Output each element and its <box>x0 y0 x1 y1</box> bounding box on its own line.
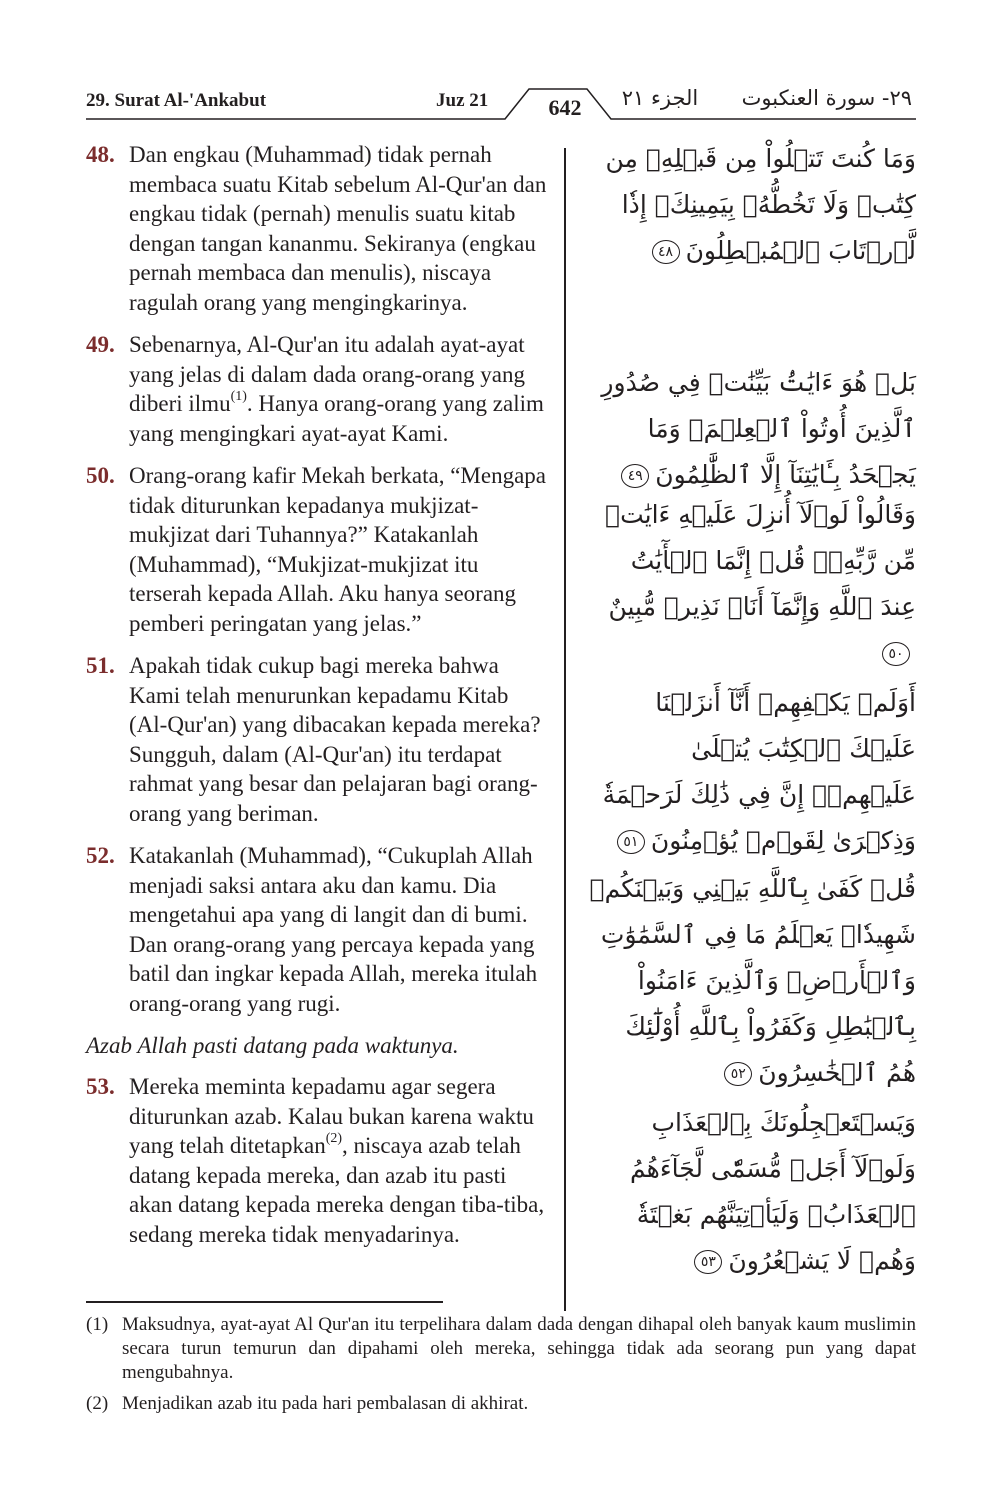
arabic-verse-51 <box>588 680 916 864</box>
footnote-2 <box>86 1392 916 1416</box>
footnotes <box>86 1313 916 1423</box>
arabic-text: أَوَلَمۡ يَكۡفِهِمۡ أَنَّآ أَنزَلۡنَا عَلَيۡكَ ٱلۡكِتَٰبَ يُتۡلَىٰ عَلَيۡهِمۡۚ إِنَّ فِي ذَٰلِكَ لَرَحۡمَةٗ وَذِكۡرَىٰ لِقَوۡمٖ يُؤۡمِنُونَ <box>602 688 916 855</box>
ayah-end-marker: ٥٠ <box>882 642 910 666</box>
header-surah-latin: 29. Surat Al-'Ankabut <box>86 90 267 111</box>
ayah-end-marker: ٤٨ <box>652 240 680 264</box>
footnote-mark: (1) <box>86 1314 109 1335</box>
arabic-text: وَقَالُواْ لَوۡلَآ أُنزِلَ عَلَيۡهِ ءَايَٰتٞ مِّن رَّبِّهِۦۖ قُلۡ إِنَّمَا ٱلۡأٓيَٰتُ عِندَ ٱللَّهِ وَإِنَّمَآ أَنَا۠ نَذِيرٞ مُّبِينٌ <box>605 500 916 621</box>
arabic-verse-52 <box>588 866 916 1096</box>
verse-text: Orang-orang kafir Mekah berkata, “Mengapa tidak diturunkan kepadanya mukjizat-mukjizat dari Tuhannya?” Katakanlah (Muhammad), “Mukjizat-mukjizat itu terserah kepada Allah. Aku hanya seorang pemberi peringatan yang jelas.” <box>129 463 546 636</box>
verse-number: 53. <box>86 1074 115 1099</box>
header-surah-arabic: ٢٩- سورة العنكبوت <box>741 86 912 110</box>
verse-number: 51. <box>86 653 115 678</box>
verse-number: 50. <box>86 463 115 488</box>
verse-text-continued: . Hanya orang-orang yang zalim yang mengingkari ayat-ayat Kami. <box>129 391 544 446</box>
verse-text-continued: , niscaya azab telah datang kepada mereka, dan azab itu pasti akan datang kepada mereka dengan tiba-tiba, sedang mereka tidak menyadarinya. <box>129 1133 545 1247</box>
arabic-text: بَلۡ هُوَ ءَايَٰتُۢ بَيِّنَٰتٞ فِي صُدُورِ ٱلَّذِينَ أُوتُواْ ٱلۡعِلۡمَۚ وَمَا يَجۡحَدُ بِـَٔايَٰتِنَآ إِلَّا ٱلظَّٰلِمُونَ <box>601 368 916 489</box>
footnote-ref-1[interactable]: (1) <box>230 389 247 405</box>
verse-49 <box>86 330 552 448</box>
column-divider <box>564 148 566 1311</box>
header-juz-arabic: الجزء ٢١ <box>621 86 699 110</box>
arabic-text: وَمَا كُنتَ تَتۡلُواْ مِن قَبۡلِهِۦ مِن كِتَٰبٖ وَلَا تَخُطُّهُۥ بِيَمِينِكَۖ إِذٗا لَّٱرۡتَابَ ٱلۡمُبۡطِلُونَ <box>605 144 916 265</box>
verse-text: Sebenarnya, Al-Qur'an itu adalah ayat-ayat yang jelas di dalam dada orang-orang yang diberi ilmu <box>129 332 525 416</box>
page-number: 642 <box>548 95 582 120</box>
footnote-ref-2[interactable]: (2) <box>325 1131 343 1147</box>
arabic-verse-50 <box>588 492 916 676</box>
ayah-end-marker: ٥٣ <box>694 1250 722 1274</box>
ayah-end-marker: ٤٩ <box>621 464 649 488</box>
header-juz-latin: Juz 21 <box>436 90 489 111</box>
arabic-text: وَيَسۡتَعۡجِلُونَكَ بِٱلۡعَذَابِ وَلَوۡلَآ أَجَلٞ مُّسَمّٗى لَّجَآءَهُمُ ٱلۡعَذَابُۚ وَلَيَأۡتِيَنَّهُم بَغۡتَةٗ وَهُمۡ لَا يَشۡعُرُونَ <box>630 1108 916 1275</box>
verse-text: Mereka meminta kepadamu agar segera diturunkan azab. Kalau bukan karena waktu yang telah ditetapkan <box>129 1074 534 1158</box>
footnote-text: Maksudnya, ayat-ayat Al Qur'an itu terpelihara dalam dada dengan dihapal oleh banyak kaum muslimin secara turun temurun dan dipahami oleh mereka, sehingga tidak ada seorang pun yang dapat mengubahnya. <box>122 1314 916 1383</box>
verse-52 <box>86 841 552 1018</box>
translation-column <box>86 140 552 1262</box>
verse-number: 52. <box>86 843 115 868</box>
verse-48 <box>86 140 552 317</box>
verse-51 <box>86 651 552 828</box>
verse-number: 49. <box>86 332 115 357</box>
footnote-rule <box>86 1301 443 1303</box>
arabic-verse-48 <box>588 136 916 274</box>
verse-53 <box>86 1072 552 1249</box>
footnote-mark: (2) <box>86 1393 109 1414</box>
arabic-verse-49 <box>588 360 916 498</box>
ayah-end-marker: ٥٢ <box>724 1062 752 1086</box>
verse-text: Apakah tidak cukup bagi mereka bahwa Kami telah menurunkan kepadamu Kitab (Al-Qur'an) yang dibacakan kepada mereka? Sungguh, dalam (Al-Qur'an) itu terdapat rahmat yang besar dan pelajaran bagi orang-orang yang beriman. <box>129 653 541 826</box>
verse-number: 48. <box>86 142 115 167</box>
section-title: Azab Allah pasti datang pada waktunya. <box>86 1033 459 1058</box>
arabic-verse-53 <box>588 1100 916 1284</box>
verse-50 <box>86 461 552 638</box>
arabic-text: قُلۡ كَفَىٰ بِٱللَّهِ بَيۡنِي وَبَيۡنَكُمۡ شَهِيدٗاۖ يَعۡلَمُ مَا فِي ٱلسَّمَٰوَٰتِ وَٱلۡأَرۡضِۗ وَٱلَّذِينَ ءَامَنُواْ بِٱلۡبَٰطِلِ وَكَفَرُواْ بِٱللَّهِ أُوْلَٰٓئِكَ هُمُ ٱلۡخَٰسِرُونَ <box>589 874 916 1087</box>
footnote-text: Menjadikan azab itu pada hari pembalasan di akhirat. <box>122 1393 529 1414</box>
verse-text: Katakanlah (Muhammad), “Cukuplah Allah menjadi saksi antara aku dan kamu. Dia mengetahui apa yang di langit dan di bumi. Dan orang-orang yang percaya kepada yang batil dan ingkar kepada Allah, mereka itulah orang-orang yang rugi. <box>129 843 538 1016</box>
verse-text: Dan engkau (Muhammad) tidak pernah membaca suatu Kitab sebelum Al-Qur'an dan engkau tidak (pernah) menulis suatu kitab dengan tangan kananmu. Sekiranya (engkau pernah membaca dan menulis), niscaya ragulah orang yang mengingkarinya. <box>129 142 547 315</box>
ayah-end-marker: ٥١ <box>617 830 645 854</box>
footnote-1 <box>86 1313 916 1385</box>
